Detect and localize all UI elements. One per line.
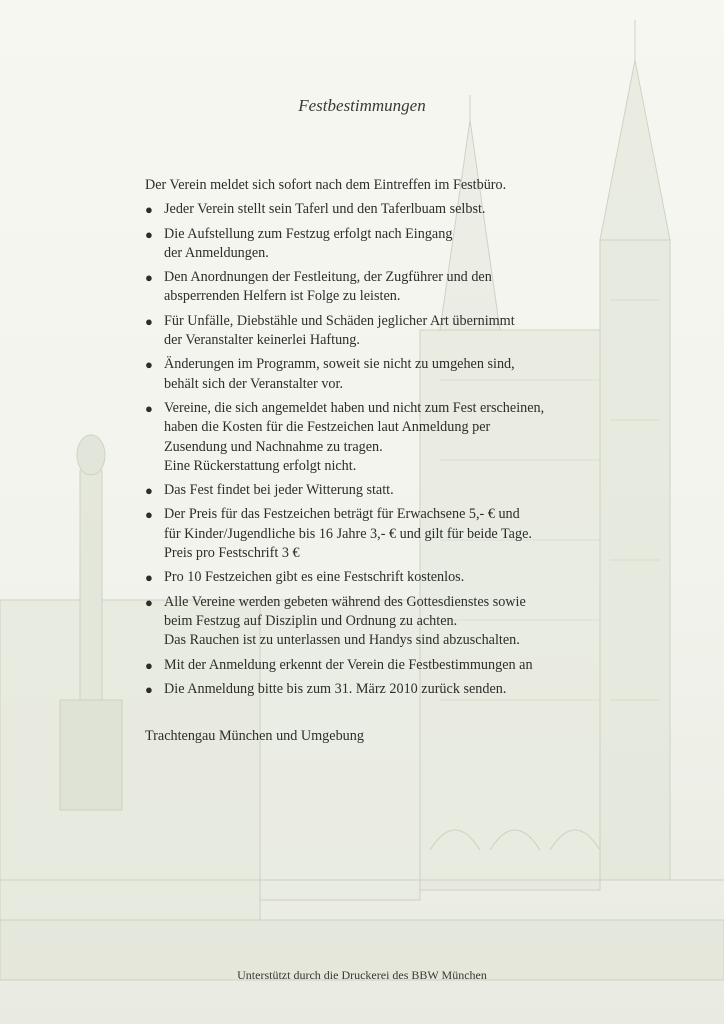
rule-text-line: Das Rauchen ist zu unterlassen und Handys sind abzuschalten. <box>164 632 520 649</box>
bullet-icon: ● <box>145 357 153 373</box>
rule-text-line: Vereine, die sich angemeldet haben und nicht zum Fest erscheinen, <box>164 399 545 416</box>
rule-text-line: Die Anmeldung bitte bis zum 31. März 2010 zurück senden. <box>164 680 507 697</box>
rules-list <box>145 200 625 699</box>
footer-note: Unterstützt durch die Druckerei des BBW München <box>237 968 487 982</box>
bullet-icon: ● <box>145 507 153 523</box>
bullet-icon: ● <box>145 270 153 286</box>
rule-text-line: absperrenden Helfern ist Folge zu leisten. <box>164 288 401 305</box>
bullet-icon: ● <box>145 657 153 673</box>
rule-text-line: Preis pro Festschrift 3 € <box>164 545 300 562</box>
rule-item <box>145 399 625 476</box>
rule-item <box>145 225 625 264</box>
rule-text-line: Alle Vereine werden gebeten während des Gottesdienstes sowie <box>164 593 526 610</box>
rule-item <box>145 656 625 675</box>
bullet-icon: ● <box>145 400 153 416</box>
bullet-icon: ● <box>145 483 153 499</box>
rule-text-line: Den Anordnungen der Festleitung, der Zugführer und den <box>164 269 492 286</box>
rules-section <box>145 176 625 761</box>
rule-item <box>145 568 625 587</box>
bullet-icon: ● <box>145 570 153 586</box>
rule-item <box>145 312 625 351</box>
rule-text-line: Mit der Anmeldung erkennt der Verein die Festbestimmungen an <box>164 656 533 673</box>
rule-text-line: der Veranstalter keinerlei Haftung. <box>164 332 360 349</box>
intro-text: Der Verein meldet sich sofort nach dem Eintreffen im Festbüro. <box>145 177 507 193</box>
bullet-icon: ● <box>145 681 153 697</box>
rule-text-line: für Kinder/Jugendliche bis 16 Jahre 3,- € und gilt für beide Tage. <box>164 525 532 542</box>
rule-text-line: behält sich der Veranstalter vor. <box>164 375 343 392</box>
rule-item <box>145 200 625 219</box>
rule-text-line: Jeder Verein stellt sein Taferl und den Taferlbuam selbst. <box>164 201 486 218</box>
page-title: Festbestimmungen <box>298 96 426 115</box>
rule-text-line: Pro 10 Festzeichen gibt es eine Festschrift kostenlos. <box>164 569 465 586</box>
rule-item <box>145 680 625 699</box>
rule-item <box>145 505 625 563</box>
rule-text-line: Eine Rückerstattung erfolgt nicht. <box>164 457 357 474</box>
rule-item <box>145 268 625 307</box>
rule-text-line: Zusendung und Nachnahme zu tragen. <box>164 438 383 455</box>
rule-item <box>145 481 625 500</box>
rule-text-line: beim Festzug auf Disziplin und Ordnung zu achten. <box>164 612 458 629</box>
bullet-icon: ● <box>145 594 153 610</box>
rule-text-line: Für Unfälle, Diebstähle und Schäden jeglicher Art übernimmt <box>164 312 515 329</box>
rule-text-line: Die Aufstellung zum Festzug erfolgt nach Eingang <box>164 225 453 242</box>
closing-signature: Trachtengau München und Umgebung <box>145 728 364 745</box>
bullet-icon: ● <box>145 313 153 329</box>
rule-text-line: Das Fest findet bei jeder Witterung statt. <box>164 482 394 499</box>
bullet-icon: ● <box>145 202 153 218</box>
rule-item <box>145 355 625 394</box>
bullet-icon: ● <box>145 226 153 242</box>
rule-item <box>145 593 625 651</box>
rule-text-line: Der Preis für das Festzeichen beträgt für Erwachsene 5,- € und <box>164 506 520 523</box>
rule-text-line: haben die Kosten für die Festzeichen laut Anmeldung per <box>164 419 491 436</box>
rule-text-line: Änderungen im Programm, soweit sie nicht zu umgehen sind, <box>164 356 515 373</box>
rule-text-line: der Anmeldungen. <box>164 244 269 261</box>
